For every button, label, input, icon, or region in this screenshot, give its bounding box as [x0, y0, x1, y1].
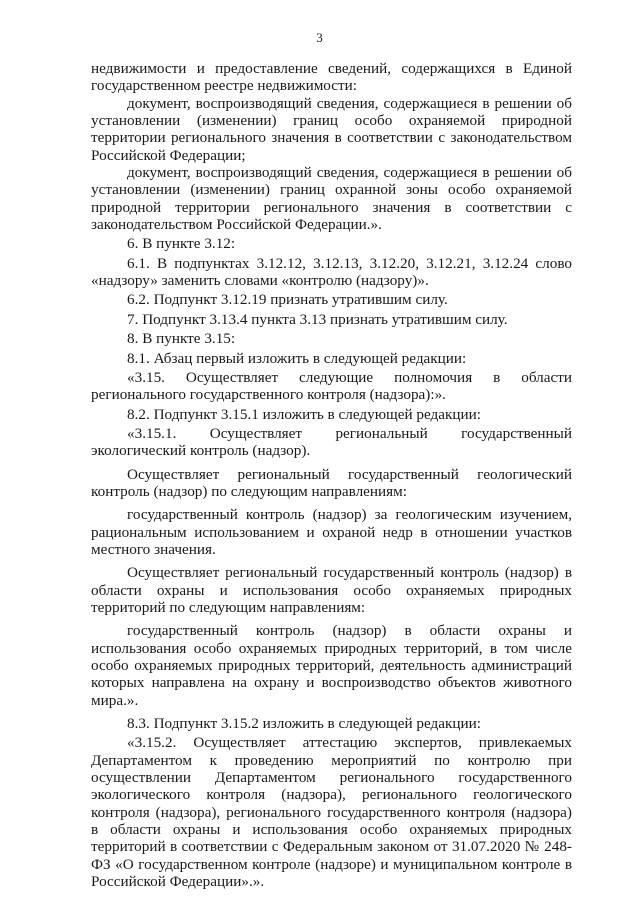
paragraph: 8.2. Подпункт 3.15.1 изложить в следующей редакции:	[127, 405, 481, 423]
paragraph: 6.2. Подпункт 3.12.19 признать утратившим силу.	[127, 291, 448, 309]
paragraph: государственный контроль (надзор) в области охраны и использования особо охраняемых природных территорий, в том числе особо охраняемых природных территорий, деятельность администраций которых направлена на охрану и воспроизводство объектов животного мира.».	[91, 622, 572, 709]
paragraph: 8. В пункте 3.15:	[127, 330, 236, 348]
paragraph: Осуществляет региональный государственный контроль (надзор) в области охраны и использования особо охраняемых природных территорий по следующим направлениям:	[91, 564, 572, 616]
paragraph: 8.1. Абзац первый изложить в следующей редакции:	[127, 349, 467, 367]
page-number: 3	[316, 30, 323, 45]
paragraph: документ, воспроизводящий сведения, содержащиеся в решении об установлении (изменении) границ охранной зоны особо охраняемой природной территории регионального значения в соответствии с законодательством Российской Федерации.».	[91, 164, 572, 234]
paragraph: «3.15.1. Осуществляет региональный государственный экологический контроль (надзор).	[91, 424, 572, 460]
paragraph: 6.1. В подпунктах 3.12.12, 3.12.13, 3.12.20, 3.12.21, 3.12.24 слово «надзору» заменить словами «контролю (надзору)».	[91, 254, 572, 290]
paragraph: 6. В пункте 3.12:	[127, 235, 236, 253]
document-body	[91, 60, 572, 890]
paragraph: «3.15. Осуществляет следующие полномочия в области регионального государственного контроля (надзора):».	[91, 368, 572, 404]
paragraph: Осуществляет региональный государственный геологический контроль (надзор) по следующим направлениям:	[91, 465, 572, 500]
paragraph: 8.3. Подпункт 3.15.2 изложить в следующей редакции:	[127, 715, 481, 733]
paragraph: «3.15.2. Осуществляет аттестацию экспертов, привлекаемых Департаментом к проведению мероприятий по контролю при осуществлении Департаментом регионального государственного экологического контроля (надзора), регионального геологического контроля (надзора), регионального государственного контроля (надзора) в области охраны и использования особо охраняемых природных территорий в соответствии с Федеральным законом от 31.07.2020 № 248-ФЗ «О государственном контроле (надзоре) и муниципальном контроле в Российской Федерации».».	[91, 734, 572, 891]
paragraph: государственный контроль (надзор) за геологическим изучением, рациональным использованием и охраной недр в отношении участков местного значения.	[91, 506, 572, 558]
paragraph: недвижимости и предоставление сведений, содержащихся в Единой государственном реестре недвижимости:	[91, 60, 572, 95]
paragraph: 7. Подпункт 3.13.4 пункта 3.13 признать утратившим силу.	[127, 310, 508, 328]
paragraph: документ, воспроизводящий сведения, содержащиеся в решении об установлении (изменении) границ особо охраняемой природной территории регионального значения в соответствии с законодательством Российской Федерации;	[91, 94, 572, 164]
